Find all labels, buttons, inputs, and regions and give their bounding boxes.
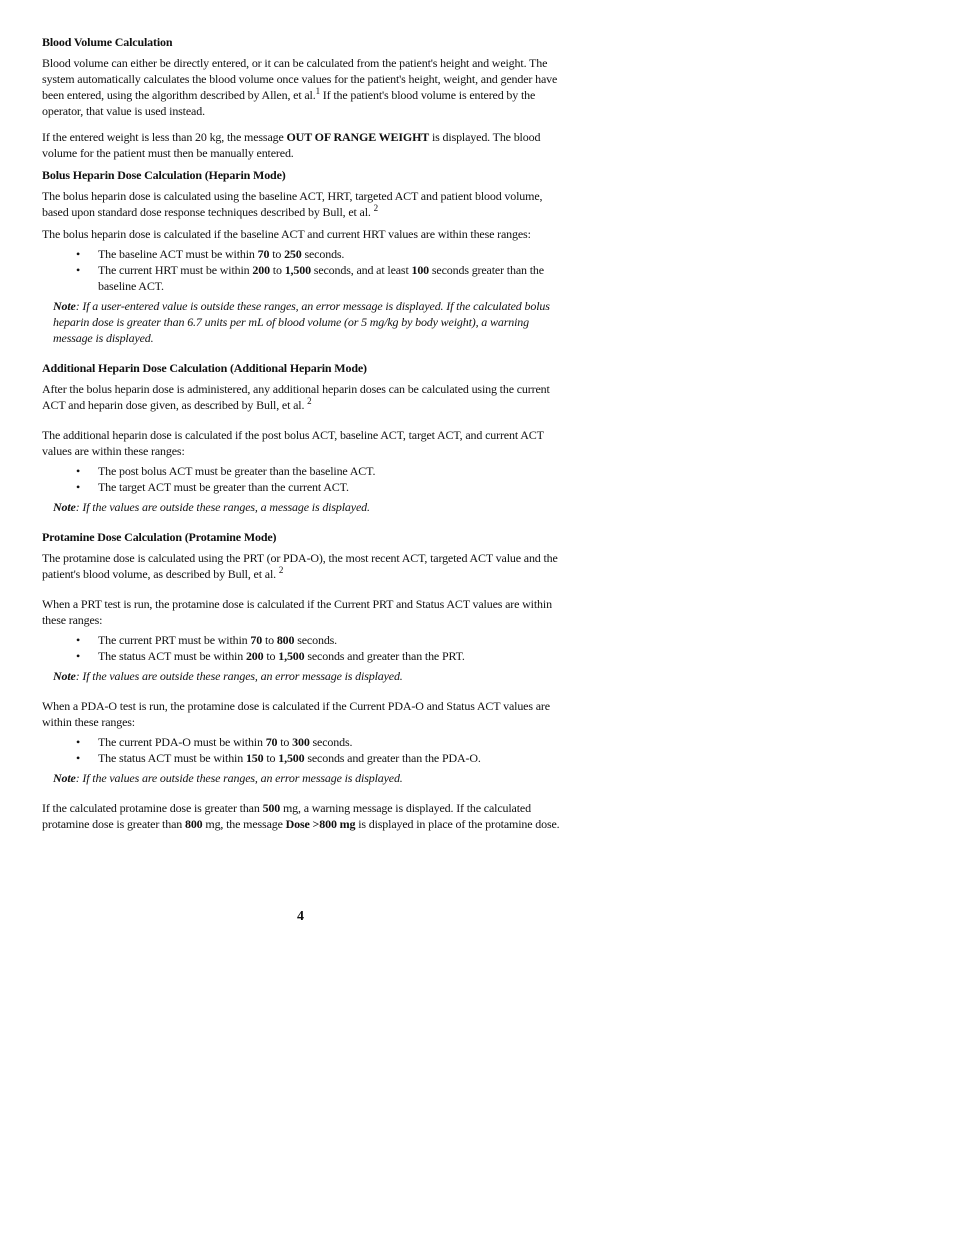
text-run: to <box>269 247 285 261</box>
text-run: seconds. <box>301 247 345 261</box>
note-text: : If a user-entered value is outside these ranges, an error message is displayed. If the calculated bolus heparin dose is greater than 6.7 units per mL of blood volume (or 5 mg/kg by body weight), a warning message is displayed. <box>53 299 550 345</box>
limit-value: 800 <box>184 817 203 831</box>
text-run: If the calculated protamine dose is greater than <box>42 801 263 815</box>
list-item <box>98 648 564 664</box>
additional-note <box>53 499 564 515</box>
text-run: The current HRT must be within <box>98 263 253 277</box>
page-number: 4 <box>297 909 304 924</box>
range-value: 70 <box>250 633 263 647</box>
text-run: The status ACT must be within <box>98 751 246 765</box>
range-value: 1,500 <box>278 649 305 663</box>
text-run: seconds. <box>294 633 338 647</box>
range-value: 800 <box>276 633 295 647</box>
protamine-paragraph-pda: When a PDA-O test is run, the protamine dose is calculated if the Current PDA-O and Status ACT values are within these ranges: <box>42 699 550 729</box>
blood-volume-paragraph-2 <box>42 129 564 161</box>
range-value: 100 <box>411 263 430 277</box>
text-run: to <box>263 751 279 765</box>
text-run: The protamine dose is calculated using the PRT (or PDA-O), the most recent ACT, targeted ACT value and the patient's blood volume, as described by Bull, et al. <box>42 551 558 581</box>
range-value: 300 <box>292 735 310 749</box>
range-value: 250 <box>284 247 302 261</box>
protamine-paragraph-1 <box>42 550 564 582</box>
range-value: 1,500 <box>278 751 305 765</box>
note-label: Note <box>53 500 76 514</box>
reference-marker: 2 <box>307 396 312 406</box>
reference-marker: 1 <box>315 86 320 96</box>
text-run: mg, a warning message is displayed. If the calculated protamine dose is greater than <box>42 801 531 831</box>
text-run: The bolus heparin dose is calculated using the baseline ACT, HRT, targeted ACT and patient blood volume, based upon standard dose response techniques described by Bull, et al. <box>42 189 543 219</box>
list-item: • The post bolus ACT must be greater than the baseline ACT. <box>98 463 564 479</box>
text-run: is displayed. The blood volume for the patient must then be manually entered. <box>42 130 541 160</box>
text-run: The status ACT must be within <box>98 649 246 663</box>
prt-range-list <box>42 632 564 664</box>
text-run: The current PDA-O must be within <box>98 735 266 749</box>
list-item: • The target ACT must be greater than the current ACT. <box>98 479 564 495</box>
prt-note <box>53 668 564 684</box>
list-item <box>98 246 564 262</box>
text-run: to <box>262 633 277 647</box>
section-heading-additional-heparin: Additional Heparin Dose Calculation (Additional Heparin Mode) <box>42 361 367 375</box>
note-label: Note <box>53 669 76 683</box>
additional-paragraph-2: The additional heparin dose is calculated if the post bolus ACT, baseline ACT, target ACT, and current ACT values are within these ranges: <box>42 428 544 458</box>
limit-value: 500 <box>262 801 281 815</box>
note-text: : If the values are outside these ranges, an error message is displayed. <box>75 771 403 785</box>
bolus-paragraph-2: The bolus heparin dose is calculated if the baseline ACT and current HRT values are within these ranges: <box>42 227 531 241</box>
pda-range-list <box>42 734 564 766</box>
bolus-note <box>53 298 564 346</box>
text-run: Blood volume can either be directly entered, or it can be calculated from the patient's height and weight. The system automatically calculates the blood volume once values for the patient's height, weight, and gender have been entered, using the algorithm described by Allen, et al. <box>42 56 558 102</box>
additional-paragraph-1 <box>42 381 564 413</box>
additional-range-list <box>42 463 564 495</box>
range-value: 70 <box>265 735 278 749</box>
text-run: The current PRT must be within <box>98 633 251 647</box>
note-text: : If the values are outside these ranges, an error message is displayed. <box>75 669 403 683</box>
document-page <box>42 34 564 832</box>
list-item <box>98 632 564 648</box>
text-run: mg, the message <box>202 817 286 831</box>
range-value: 150 <box>245 751 264 765</box>
note-text: : If the values are outside these ranges, a message is displayed. <box>75 500 370 514</box>
text-run: to <box>269 263 285 277</box>
text-run: is displayed in place of the protamine dose. <box>355 817 560 831</box>
protamine-paragraph-prt: When a PRT test is run, the protamine dose is calculated if the Current PRT and Status ACT values are within these ranges: <box>42 597 552 627</box>
text-run: seconds greater than the baseline ACT. <box>98 263 544 293</box>
section-heading-protamine: Protamine Dose Calculation (Protamine Mode) <box>42 530 277 544</box>
section-heading-bolus-heparin: Bolus Heparin Dose Calculation (Heparin Mode) <box>42 168 286 182</box>
text-run: seconds, and at least <box>310 263 412 277</box>
range-value: 200 <box>245 649 264 663</box>
text-run: seconds. <box>309 735 353 749</box>
text-run: to <box>263 649 279 663</box>
message-text: OUT OF RANGE WEIGHT <box>286 130 430 144</box>
message-text: Dose >800 mg <box>285 817 356 831</box>
note-label: Note <box>53 299 76 313</box>
text-run: If the patient's blood volume is entered by the operator, that value is used instead. <box>42 88 536 118</box>
section-heading-blood-volume: Blood Volume Calculation <box>42 35 173 49</box>
range-value: 1,500 <box>284 263 311 277</box>
bolus-range-list <box>42 246 564 294</box>
reference-marker: 2 <box>278 565 284 575</box>
text-run: to <box>277 735 293 749</box>
note-label: Note <box>53 771 76 785</box>
list-item <box>98 262 564 294</box>
text-run: The baseline ACT must be within <box>98 247 258 261</box>
protamine-paragraph-limits <box>42 800 564 832</box>
text-run: seconds and greater than the PDA-O. <box>304 751 481 765</box>
bolus-paragraph-1 <box>42 188 564 220</box>
list-item <box>98 750 564 766</box>
pda-note <box>53 770 564 786</box>
text-run: After the bolus heparin dose is administered, any additional heparin doses can be calculated using the current ACT and heparin dose given, as described by Bull, et al. <box>42 382 550 412</box>
text-run: seconds and greater than the PRT. <box>304 649 465 663</box>
range-value: 200 <box>252 263 270 277</box>
text-run: If the entered weight is less than 20 kg, the message <box>42 130 287 144</box>
range-value: 70 <box>257 247 270 261</box>
reference-marker: 2 <box>373 203 378 213</box>
blood-volume-paragraph-1 <box>42 55 564 119</box>
list-item <box>98 734 564 750</box>
